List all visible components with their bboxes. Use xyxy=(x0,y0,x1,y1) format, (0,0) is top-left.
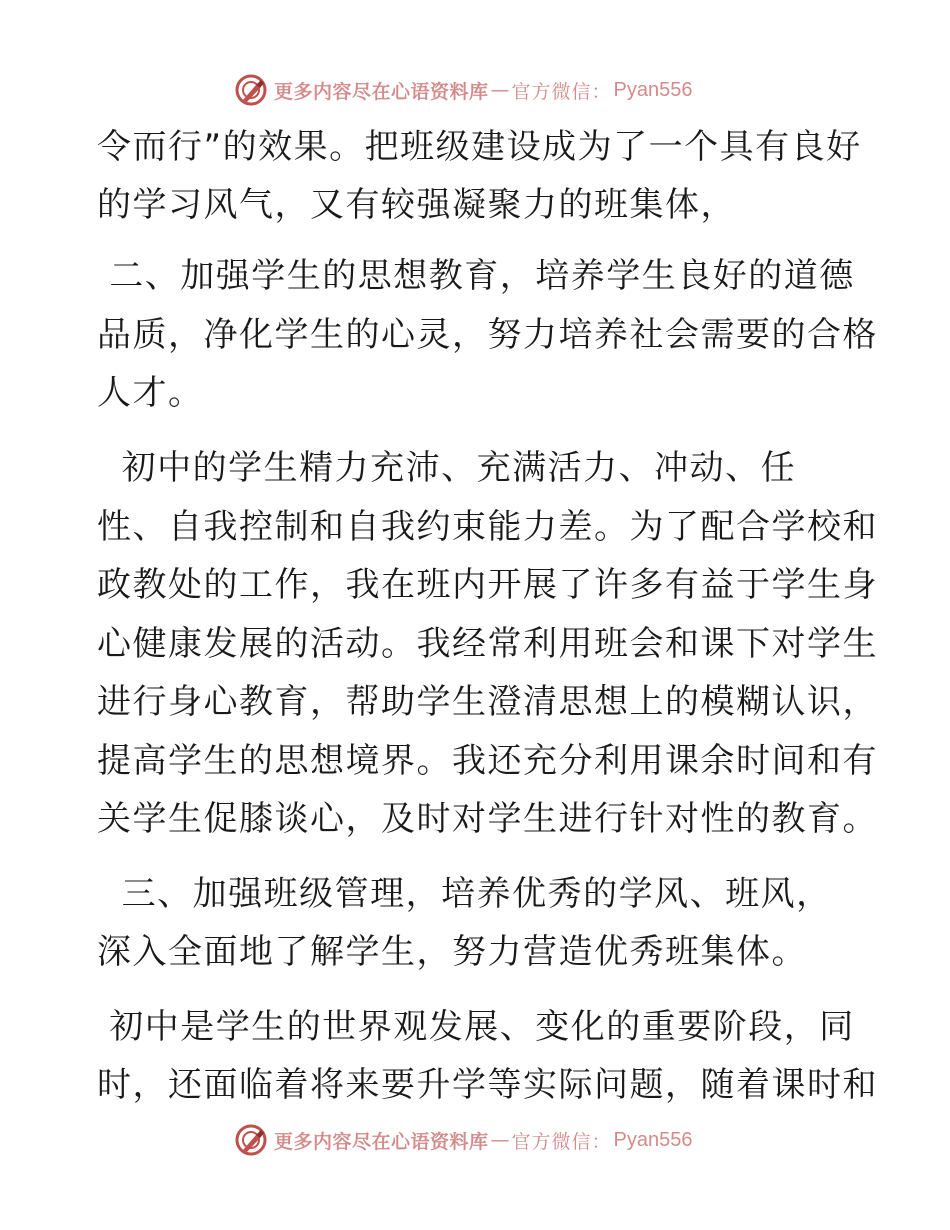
body-line: 政教处的工作，我在班内开展了许多有益于学生身 xyxy=(97,565,878,605)
body-line: 关学生促膝谈心，及时对学生进行针对性的教育。 xyxy=(97,799,878,839)
body-line: 性、自我控制和自我约束能力差。为了配合学校和 xyxy=(97,507,878,547)
body-line: 令而行”的效果。把班级建设成为了一个具有良好 xyxy=(97,127,862,167)
body-line: 初中的学生精力充沛、充满活力、冲动、任 xyxy=(97,448,797,488)
pen-logo-icon xyxy=(234,73,268,107)
footer-dash: — xyxy=(490,1129,510,1151)
body-line: 的学习风气，又有较强凝聚力的班集体， xyxy=(97,185,736,225)
body-line: 初中是学生的世界观发展、变化的重要阶段，同 xyxy=(97,1007,855,1047)
header-dash: — xyxy=(490,79,510,101)
footer-banner xyxy=(234,1120,693,1160)
header-wechat-id: Pyan556 xyxy=(613,78,693,101)
body-line: 深入全面地了解学生，努力营造优秀班集体。 xyxy=(97,932,807,972)
body-line: 时，还面临着将来要升学等实际问题，随着课时和 xyxy=(97,1065,878,1105)
header-wechat-label: 官方微信： xyxy=(511,80,612,103)
header-banner xyxy=(234,70,693,110)
footer-wechat-id: Pyan556 xyxy=(613,1128,693,1151)
body-line: 提高学生的思想境界。我还充分利用课余时间和有 xyxy=(97,741,878,781)
footer-wechat-label: 官方微信： xyxy=(511,1130,612,1153)
body-line: 品质，净化学生的心灵，努力培养社会需要的合格 xyxy=(97,315,878,355)
body-line: 二、加强学生的思想教育，培养学生良好的道德 xyxy=(97,256,855,296)
header-site-text: 更多内容尽在心语资料库 xyxy=(274,80,489,103)
body-line: 进行身心教育，帮助学生澄清思想上的模糊认识， xyxy=(97,682,878,722)
body-line: 心健康发展的活动。我经常利用班会和课下对学生 xyxy=(97,624,878,664)
pen-logo-icon xyxy=(234,1123,268,1157)
footer-site-text: 更多内容尽在心语资料库 xyxy=(274,1130,489,1153)
body-line: 三、加强班级管理，培养优秀的学风、班风， xyxy=(97,874,832,914)
body-line: 人才。 xyxy=(97,373,204,413)
